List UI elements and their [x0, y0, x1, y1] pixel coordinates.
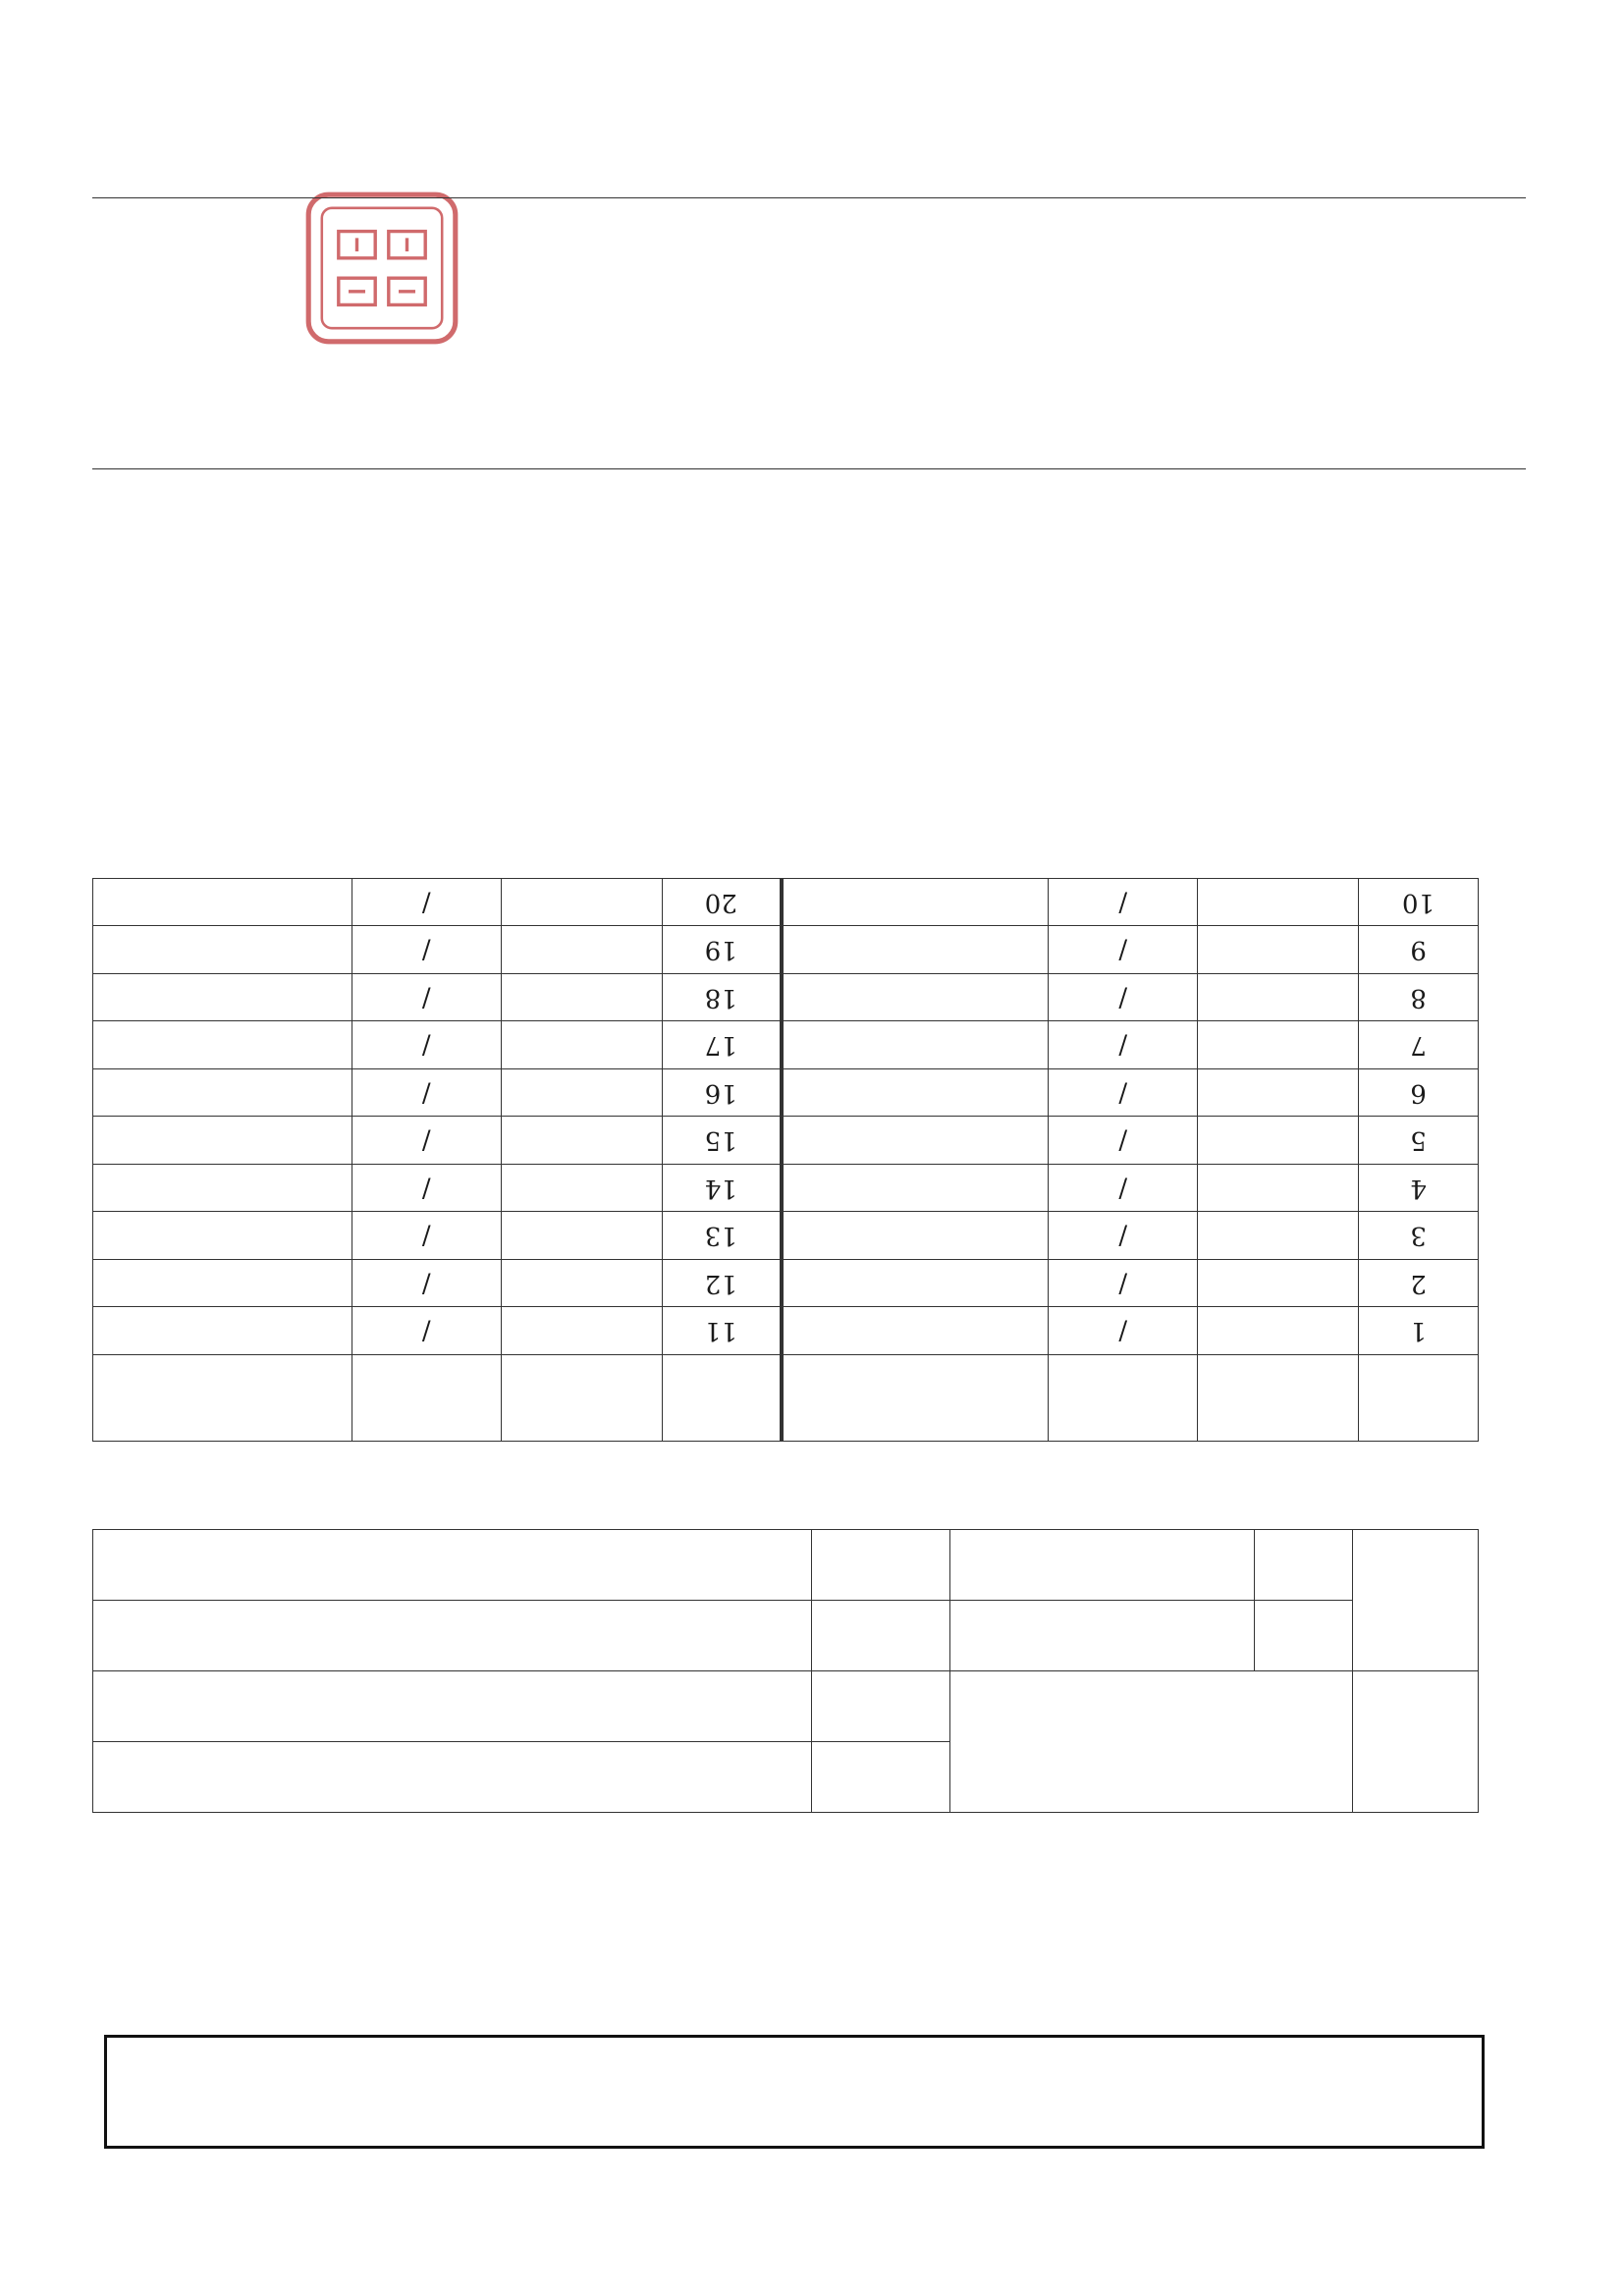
- roster-check: [782, 1307, 1049, 1355]
- roster-count: /: [352, 1069, 501, 1118]
- roster-name: [501, 1069, 662, 1118]
- roster-check: [782, 926, 1049, 974]
- roster-no: 6: [1359, 1069, 1479, 1118]
- roster-row: [93, 1307, 1479, 1355]
- form-title-box: [104, 2035, 1485, 2149]
- roster-no: 19: [662, 926, 782, 974]
- roster-check: [782, 1117, 1049, 1165]
- roster-count: /: [352, 1307, 501, 1355]
- school-info-table: [92, 1529, 1479, 1813]
- roster-count: /: [1049, 926, 1198, 974]
- contact-number: [950, 1530, 1255, 1601]
- roster-count: /: [1049, 1212, 1198, 1260]
- header-name-2: [501, 1355, 662, 1442]
- roster-no: 3: [1359, 1212, 1479, 1260]
- roster-count: /: [352, 926, 501, 974]
- roster-table: [92, 878, 1479, 1442]
- division-value: [93, 1601, 812, 1671]
- roster-count: /: [352, 1165, 501, 1213]
- roster-check: [782, 1165, 1049, 1213]
- roster-check: [93, 1021, 352, 1069]
- school-name: [950, 1671, 1353, 1813]
- roster-name: [1198, 1212, 1359, 1260]
- header-name: [1198, 1355, 1359, 1442]
- roster-count: /: [1049, 1165, 1198, 1213]
- roster-name: [1198, 974, 1359, 1022]
- roster-name: [1198, 1165, 1359, 1213]
- roster-name: [1198, 926, 1359, 974]
- roster-check: [93, 1117, 352, 1165]
- roster-no: 8: [1359, 974, 1479, 1022]
- roster-row: [93, 926, 1479, 974]
- roster-check: [782, 1212, 1049, 1260]
- roster-name: [501, 1021, 662, 1069]
- header-check-2: [93, 1355, 352, 1442]
- event-value: [93, 1742, 812, 1813]
- roster-count: /: [352, 1260, 501, 1308]
- roster-row: [93, 1165, 1479, 1213]
- roster-name: [1198, 1117, 1359, 1165]
- roster-no: 18: [662, 974, 782, 1022]
- roster-no: 10: [1359, 879, 1479, 927]
- header-check: [782, 1355, 1049, 1442]
- roster-name: [501, 879, 662, 927]
- manager-signature: [950, 1601, 1255, 1671]
- header-no: [1359, 1355, 1479, 1442]
- roster-count: /: [1049, 1117, 1198, 1165]
- roster-no: 9: [1359, 926, 1479, 974]
- roster-no: 17: [662, 1021, 782, 1069]
- header-count: [1049, 1355, 1198, 1442]
- roster-no: 20: [662, 879, 782, 927]
- roster-no: 13: [662, 1212, 782, 1260]
- roster-check: [93, 926, 352, 974]
- roster-name: [501, 926, 662, 974]
- roster-check: [93, 1069, 352, 1118]
- roster-check: [93, 879, 352, 927]
- roster-count: /: [1049, 1307, 1198, 1355]
- roster-no: 2: [1359, 1260, 1479, 1308]
- roster-name: [1198, 1021, 1359, 1069]
- official-seal-stamp: [298, 185, 465, 352]
- roster-header-row: [93, 1355, 1479, 1442]
- roster-count: /: [1049, 1021, 1198, 1069]
- period-value: [93, 1530, 812, 1601]
- roster-count: /: [352, 1021, 501, 1069]
- roster-no: 4: [1359, 1165, 1479, 1213]
- roster-name: [501, 1165, 662, 1213]
- roster-no: 15: [662, 1117, 782, 1165]
- roster-row: [93, 1117, 1479, 1165]
- roster-check: [93, 1260, 352, 1308]
- roster-no: 16: [662, 1069, 782, 1118]
- roster-name: [1198, 1069, 1359, 1118]
- roster-row: [93, 1021, 1479, 1069]
- roster-check: [93, 1307, 352, 1355]
- roster-check: [782, 1069, 1049, 1118]
- roster-no: 11: [662, 1307, 782, 1355]
- roster-row: [93, 1212, 1479, 1260]
- name-label: [1255, 1601, 1353, 1671]
- roster-count: /: [352, 1212, 501, 1260]
- roster-name: [501, 1260, 662, 1308]
- manager-label: [1353, 1530, 1479, 1671]
- roster-row: [93, 1260, 1479, 1308]
- roster-count: /: [1049, 1260, 1198, 1308]
- header-no-2: [662, 1355, 782, 1442]
- roster-count: /: [352, 879, 501, 927]
- roster-name: [1198, 879, 1359, 927]
- lesson-days-value: [93, 1671, 812, 1742]
- roster-no: 12: [662, 1260, 782, 1308]
- school-label: [1353, 1671, 1479, 1813]
- roster-count: /: [1049, 879, 1198, 927]
- roster-name: [501, 1307, 662, 1355]
- roster-name: [1198, 1307, 1359, 1355]
- roster-check: [782, 974, 1049, 1022]
- roster-check: [93, 1212, 352, 1260]
- roster-row: [93, 879, 1479, 927]
- roster-check: [93, 974, 352, 1022]
- roster-name: [501, 1212, 662, 1260]
- roster-name: [1198, 1260, 1359, 1308]
- divider: [92, 197, 1526, 198]
- roster-name: [501, 1117, 662, 1165]
- roster-no: 5: [1359, 1117, 1479, 1165]
- roster-no: 14: [662, 1165, 782, 1213]
- header-count-2: [352, 1355, 501, 1442]
- roster-name: [501, 974, 662, 1022]
- roster-row: [93, 974, 1479, 1022]
- roster-row: [93, 1069, 1479, 1118]
- event-label: [811, 1742, 950, 1813]
- roster-no: 1: [1359, 1307, 1479, 1355]
- roster-no: 7: [1359, 1021, 1479, 1069]
- divider: [92, 468, 1526, 469]
- roster-count: /: [352, 1117, 501, 1165]
- contact-label: [1255, 1530, 1353, 1601]
- period-label: [811, 1530, 950, 1601]
- roster-count: /: [352, 974, 501, 1022]
- roster-check: [93, 1165, 352, 1213]
- roster-check: [782, 1021, 1049, 1069]
- lesson-days-label: [811, 1671, 950, 1742]
- roster-check: [782, 879, 1049, 927]
- roster-count: /: [1049, 974, 1198, 1022]
- roster-count: /: [1049, 1069, 1198, 1118]
- roster-check: [782, 1260, 1049, 1308]
- division-label: [811, 1601, 950, 1671]
